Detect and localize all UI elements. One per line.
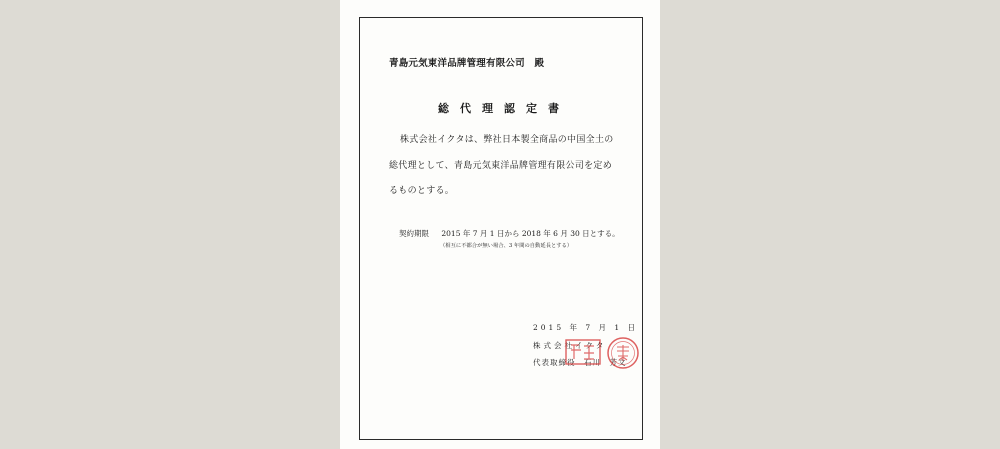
addressee: 青島元気東洋品牌管理有限公司 殿 xyxy=(389,58,545,69)
signature-company: 株式会社イクタ xyxy=(533,341,607,350)
body-line-3: るものとする。 xyxy=(389,186,455,196)
signature-representative: 代表取締役 石川 芳文 xyxy=(533,358,627,367)
contract-note: （相互に不都合が無い場合、3 年間の自動延長とする） xyxy=(440,243,573,249)
contract-period xyxy=(399,228,620,239)
small-seal-stamp xyxy=(562,337,604,367)
contract-period-label: 契約期限 xyxy=(399,229,429,238)
company-seal-stamp xyxy=(606,336,640,370)
certificate-paper xyxy=(340,0,660,449)
body-line-1: 株式会社イクタは、弊社日本製全商品の中国全土の xyxy=(400,135,614,145)
body-line-2: 総代理として、青島元気東洋品牌管理有限公司を定め xyxy=(389,161,613,171)
contract-period-value: 2015 年 7 月 1 日から 2018 年 6 月 30 日とする。 xyxy=(441,229,620,238)
document-title: 総代理認定書 xyxy=(438,102,570,115)
signature-date: 2015 年 7 月 1 日 xyxy=(533,323,639,332)
